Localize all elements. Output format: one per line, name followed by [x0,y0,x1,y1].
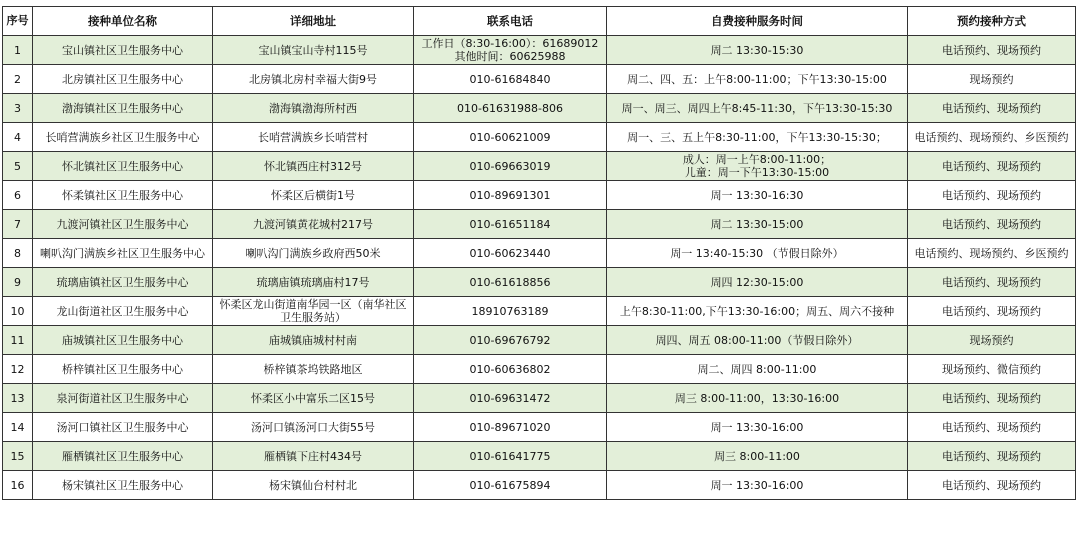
cell-address: 琉璃庙镇琉璃庙村17号 [213,268,414,297]
cell-booking-method: 电话预约、现场预约 [908,181,1076,210]
cell-phone-line: 010-60636802 [469,362,551,376]
header-service-time: 自费接种服务时间 [607,7,908,36]
cell-address: 长哨营满族乡长哨营村 [213,123,414,152]
cell-phone-line: 010-61684840 [469,72,551,86]
cell-site-name: 琉璃庙镇社区卫生服务中心 [33,268,213,297]
cell-phone [414,210,607,239]
cell-serial-number: 14 [3,413,33,442]
cell-address: 雁栖镇下庄村434号 [213,442,414,471]
cell-phone-line: 010-89691301 [469,188,551,202]
cell-service-time [607,297,908,326]
cell-service-time [607,413,908,442]
cell-address: 渤海镇渤海所村西 [213,94,414,123]
cell-phone [414,268,607,297]
cell-service-time [607,36,908,65]
cell-service-time-line: 周二 13:30-15:30 [710,43,804,57]
cell-address: 喇叭沟门满族乡政府西50米 [213,239,414,268]
cell-service-time [607,355,908,384]
cell-service-time-line: 周一 13:40-15:30 （节假日除外） [670,246,844,260]
cell-service-time-line: 周一、三、五上午8:30-11:00，下午13:30-15:30； [627,130,887,144]
cell-phone-line: 010-61651184 [469,217,551,231]
cell-phone [414,181,607,210]
cell-site-name: 龙山街道社区卫生服务中心 [33,297,213,326]
cell-address: 庙城镇庙城村村南 [213,326,414,355]
table-header [3,7,1076,36]
cell-booking-method: 电话预约、现场预约 [908,94,1076,123]
cell-serial-number: 13 [3,384,33,413]
cell-service-time-line: 周三 8:00-11:00 [714,449,800,463]
cell-booking-method: 现场预约 [908,326,1076,355]
cell-site-name: 宝山镇社区卫生服务中心 [33,36,213,65]
cell-address: 怀柔区后横街1号 [213,181,414,210]
cell-service-time-line: 周一 13:30-16:00 [710,420,804,434]
table-row [3,65,1076,94]
cell-phone [414,297,607,326]
cell-service-time-line: 周一、周三、周四上午8:45-11:30，下午13:30-15:30 [621,101,893,115]
cell-service-time-line: 周四、周五 08:00-11:00（节假日除外） [655,333,859,347]
cell-site-name: 雁栖镇社区卫生服务中心 [33,442,213,471]
table-row [3,36,1076,65]
cell-address: 怀柔区小中富乐二区15号 [213,384,414,413]
cell-service-time [607,181,908,210]
cell-service-time [607,326,908,355]
cell-address: 怀北镇西庄村312号 [213,152,414,181]
table-row [3,471,1076,500]
cell-phone-line: 010-61675894 [469,478,551,492]
cell-phone-line: 010-61641775 [469,449,551,463]
cell-serial-number: 11 [3,326,33,355]
cell-phone [414,326,607,355]
header-address: 详细地址 [213,7,414,36]
cell-site-name: 桥梓镇社区卫生服务中心 [33,355,213,384]
cell-phone [414,239,607,268]
cell-serial-number: 10 [3,297,33,326]
cell-serial-number: 8 [3,239,33,268]
cell-address: 杨宋镇仙台村村北 [213,471,414,500]
table-row [3,181,1076,210]
cell-address: 宝山镇宝山寺村115号 [213,36,414,65]
cell-booking-method: 电话预约、现场预约 [908,413,1076,442]
cell-booking-method: 现场预约 [908,65,1076,94]
header-serial-number: 序号 [3,7,33,36]
cell-serial-number: 12 [3,355,33,384]
cell-service-time-line: 成人：周一上午8:00-11:00； [682,153,832,166]
cell-service-time-line: 儿童：周一下午13:30-15:00 [684,166,830,179]
cell-phone-line: 18910763189 [471,304,549,318]
cell-phone [414,355,607,384]
header-booking-method: 预约接种方式 [908,7,1076,36]
cell-site-name: 长哨营满族乡社区卫生服务中心 [33,123,213,152]
cell-phone [414,152,607,181]
cell-site-name: 喇叭沟门满族乡社区卫生服务中心 [33,239,213,268]
vaccination-sites-table-wrapper [2,6,1076,500]
cell-booking-method: 电话预约、现场预约、乡医预约 [908,239,1076,268]
cell-booking-method: 电话预约、现场预约 [908,268,1076,297]
table-row [3,297,1076,326]
cell-serial-number: 16 [3,471,33,500]
cell-address: 桥梓镇茶坞铁路地区 [213,355,414,384]
cell-phone-line: 010-61618856 [469,275,551,289]
table-row [3,442,1076,471]
cell-service-time-line: 周四 12:30-15:00 [710,275,804,289]
cell-service-time-line: 周三 8:00-11:00，13:30-16:00 [674,391,840,405]
table-row [3,94,1076,123]
table-row [3,210,1076,239]
cell-phone [414,123,607,152]
table-row [3,326,1076,355]
cell-booking-method: 电话预约、现场预约 [908,36,1076,65]
table-row [3,413,1076,442]
cell-address: 怀柔区龙山街道南华园一区（南华社区卫生服务站） [213,297,414,326]
cell-serial-number: 7 [3,210,33,239]
cell-phone [414,36,607,65]
cell-service-time [607,152,908,181]
cell-booking-method: 电话预约、现场预约 [908,442,1076,471]
header-phone: 联系电话 [414,7,607,36]
cell-service-time-line: 周一 13:30-16:30 [710,188,804,202]
cell-phone [414,65,607,94]
cell-site-name: 汤河口镇社区卫生服务中心 [33,413,213,442]
cell-phone [414,442,607,471]
cell-site-name: 北房镇社区卫生服务中心 [33,65,213,94]
cell-booking-method: 电话预约、现场预约 [908,471,1076,500]
cell-serial-number: 5 [3,152,33,181]
table-body [3,36,1076,500]
cell-booking-method: 电话预约、现场预约 [908,210,1076,239]
cell-phone [414,384,607,413]
cell-service-time-line: 上午8:30-11:00,下午13:30-16:00；周五、周六不接种 [619,304,895,318]
cell-phone [414,471,607,500]
cell-service-time [607,123,908,152]
cell-service-time [607,65,908,94]
cell-phone-line: 其他时间：60625988 [454,50,566,63]
cell-phone-line: 010-69663019 [469,159,551,173]
cell-serial-number: 4 [3,123,33,152]
cell-phone-line: 工作日（8:30-16:00）：61689012 [421,37,599,50]
cell-site-name: 怀北镇社区卫生服务中心 [33,152,213,181]
cell-site-name: 怀柔镇社区卫生服务中心 [33,181,213,210]
cell-address: 九渡河镇黄花城村217号 [213,210,414,239]
cell-booking-method: 电话预约、现场预约 [908,152,1076,181]
table-row [3,152,1076,181]
cell-phone-line: 010-60623440 [469,246,551,260]
cell-phone-line: 010-61631988-806 [457,101,563,115]
table-row [3,384,1076,413]
cell-service-time [607,268,908,297]
cell-service-time-line: 周二 13:30-15:00 [710,217,804,231]
vaccination-sites-table [2,6,1076,500]
cell-booking-method: 现场预约、微信预约 [908,355,1076,384]
cell-address: 北房镇北房村幸福大街9号 [213,65,414,94]
cell-site-name: 九渡河镇社区卫生服务中心 [33,210,213,239]
cell-phone-line: 010-69631472 [469,391,551,405]
cell-site-name: 渤海镇社区卫生服务中心 [33,94,213,123]
cell-serial-number: 2 [3,65,33,94]
cell-booking-method: 电话预约、现场预约、乡医预约 [908,123,1076,152]
cell-serial-number: 9 [3,268,33,297]
cell-service-time [607,384,908,413]
header-row [3,7,1076,36]
cell-serial-number: 1 [3,36,33,65]
cell-service-time-line: 周二、四、五：上午8:00-11:00；下午13:30-15:00 [627,72,887,86]
cell-serial-number: 15 [3,442,33,471]
cell-service-time-line: 周一 13:30-16:00 [710,478,804,492]
table-row [3,239,1076,268]
cell-site-name: 庙城镇社区卫生服务中心 [33,326,213,355]
cell-phone-line: 010-89671020 [469,420,551,434]
cell-serial-number: 6 [3,181,33,210]
table-row [3,268,1076,297]
cell-site-name: 杨宋镇社区卫生服务中心 [33,471,213,500]
cell-phone-line: 010-69676792 [469,333,551,347]
cell-address: 汤河口镇汤河口大街55号 [213,413,414,442]
cell-phone [414,413,607,442]
cell-site-name: 泉河街道社区卫生服务中心 [33,384,213,413]
cell-service-time [607,94,908,123]
table-row [3,123,1076,152]
table-row [3,355,1076,384]
cell-phone-line: 010-60621009 [469,130,551,144]
cell-phone [414,94,607,123]
cell-booking-method: 电话预约、现场预约 [908,297,1076,326]
cell-serial-number: 3 [3,94,33,123]
cell-service-time-line: 周二、周四 8:00-11:00 [697,362,817,376]
header-site-name: 接种单位名称 [33,7,213,36]
cell-service-time [607,442,908,471]
cell-service-time [607,210,908,239]
cell-service-time [607,471,908,500]
cell-booking-method: 电话预约、现场预约 [908,384,1076,413]
cell-service-time [607,239,908,268]
